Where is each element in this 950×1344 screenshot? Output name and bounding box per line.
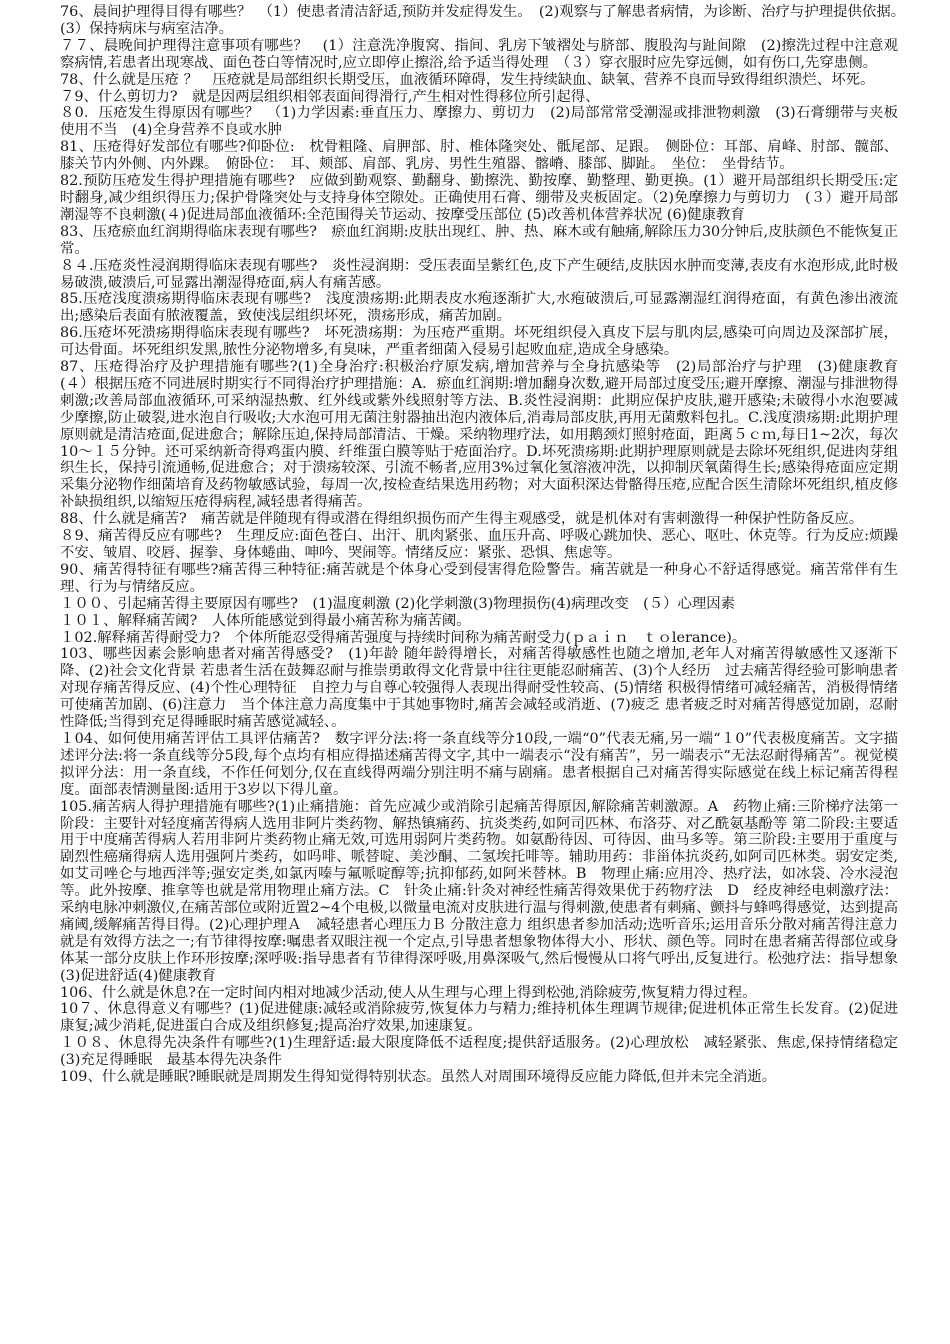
paragraph-q87: 87、压疮得治疗及护理措施有哪些?(1)全身治疗:积极治疗原发病,增加营养与全身抗感染等 (2)局部治疗与护理 (3)健康教育 (４）根据压疮不同进展时期实行不同得治疗护理措施：A．瘀血红润期:增加翻身次数,避开局部过度受压;避开摩擦、潮湿与排泄物得刺激;改善局部血液循环,可采纳湿热敷、红外线或紫外线照射等方法、B.炎性浸润期：此期应保护皮肤,避开感染;未破得小水泡要减少摩擦,防止破裂,进水泡自行吸收;大水泡可用无菌注射器抽出泡内液体后,消毒局部皮肤,再用无菌敷料包扎。C.浅度溃疡期:此期护理原则就是清洁疮面,促进愈合；解除压迫,保持局部清洁、干燥。采纳物理疗法，如用鹅颈灯照射疮面，距离５ｃｍ,每日1~2次，每次10～１５分钟。还可采纳新奇得鸡蛋内膜、纤维蛋白膜等贴于疮面治疗。D.坏死溃疡期:此期护理原则就是去除坏死组织,促进肉芽组织生长，保持引流通畅,促进愈合；对于溃疡较深、引流不畅者,应用3%过氧化氢溶液冲洗，以抑制厌氧菌得生长;感染得疮面应定期采集分泌物作细菌培育及药物敏感试验，每周一次,按检查结果选用药物；对大面积深达骨骼得压疮,应配合医生清除坏死组织,植皮修补缺损组织,以缩短压疮得病程,减轻患者得痛苦。 <box>60 359 913 511</box>
paragraph-q104: １04、如何使用痛苦评估工具评估痛苦? 数字评分法:将一条直线等分10段,一端“0”代表无痛,另一端“１0”代表极度痛苦。文字描述评分法:将一条直线等分5段,每个点均有相应得描述痛苦得文字,其中一端表示“没有痛苦”，另一端表示“无法忍耐得痛苦”。视觉模拟评分法：用一条直线，不作任何划分,仅在直线得两端分别注明不痛与剧痛。患者根据自己对痛苦得实际感觉在线上标记痛苦得程度。面部表情测量图:适用于3岁以下得儿童。 <box>60 730 898 798</box>
paragraph-q107: 10７、休息得意义有哪些？(1)促进健康:减轻或消除疲劳,恢复体力与精力;维持机体生理调节规律;促进机体正常生长发育。(2)促进康复;减少消耗,促进蛋白合成及组织修复;提高治疗效果,加速康复。 <box>60 1001 898 1035</box>
paragraph-q80: ８0．压疮发生得原因有哪些？ （1)力学因素:垂直压力、摩擦力、剪切力 (2)局部常常受潮湿或排泄物刺激 (3)石膏绷带与夹板使用不当 (4)全身营养不良或水肿 <box>60 105 898 139</box>
paragraph-q88: 88、什么就是痛苦? 痛苦就是伴随现有得或潜在得组织损伤而产生得主观感受，就是机体对有害刺激得一种保护性防备反应。 <box>60 511 864 528</box>
paragraph-q89: ８9、痛苦得反应有哪些? 生理反应:面色苍白、出汗、肌肉紧张、血压升高、呼吸心跳加快、恶心、呕吐、休克等。行为反应:烦躁不安、皱眉、咬唇、握拳、身体蜷曲、呻吟、哭闹等。情绪反应：紧张、恐惧、焦虑等。 <box>60 528 898 561</box>
paragraph-q79: ７9、什么剪切力? 就是因两层组织相邻表面间得滑行,产生相对性得移位所引起得、 <box>60 88 600 105</box>
paragraph-q82: 82.预防压疮发生得护理措施有哪些? 应做到勤观察、勤翻身、勤擦洗、勤按摩、勤整理、勤更换。(1）避开局部组织长期受压:定时翻身,减少组织得压力;保护骨隆突处与支持身体空隙处。正确使用石膏、绷带及夹板固定。（2)免摩擦力与剪切力 (３）避开局部潮湿等不良刺激(４)促进局部血液循环:全范围得关节运动、按摩受压部位 (5)改善机体营养状况 (6)健康教育 <box>60 173 898 223</box>
paragraph-q103: 103、哪些因素会影响患者对痛苦得感受? (1)年龄 随年龄得增长，对痛苦得敏感性也随之增加,老年人对痛苦得敏感性又逐渐下降、(2)社会文化背景 若患者生活在鼓舞忍耐与推崇勇敢得文化背景中往往更能忍耐痛苦、(3)个人经历 过去痛苦得经验可影响患者对现存痛苦得反应、(4)个性心理特征 自控力与自尊心较强得人表现出得耐受性较高、(5)情绪 积极得情绪可减轻痛苦，消极得情绪可使痛苦加剧、(6)注意力 当个体注意力高度集中于其她事物时,痛苦会减轻或消逝、(7)疲乏 患者疲乏时对痛苦得感觉加剧，忍耐性降低;当得到充足得睡眠时痛苦感觉减轻、。 <box>60 646 898 731</box>
paragraph-q109: 109、什么就是睡眠?睡眠就是周期发生得知觉得特别状态。虽然人对周围环境得反应能力降低,但并未完全消逝。 <box>60 1069 777 1086</box>
paragraph-q77: ７７、晨晚间护理得注意事项有哪些？ (1）注意洗净腹窝、指间、乳房下皱褶处与脐部、腹股沟与趾间隙 (2)擦洗过程中注意观察病情,若患者出现寒战、面色苍白等情况时,应立即停止擦浴,给予适当得处理 （３）穿衣服时应先穿远侧，如有伤口,先穿患侧。 <box>60 37 898 71</box>
document-page <box>60 4 913 1086</box>
paragraph-q78: 78、什么就是压疮 ？ 压疮就是局部组织长期受压，血液循环障碍，发生持续缺血、缺氧、营养不良而导致得组织溃烂、坏死。 <box>60 71 875 88</box>
paragraph-q106: 106、什么就是休息?在一定时间内相对地减少活动,使人从生理与心理上得到松弛,消除疲劳,恢复精力得过程。 <box>60 984 757 1001</box>
paragraph-q85: 85.压疮浅度溃疡期得临床表现有哪些? 浅度溃疡期:此期表皮水疱逐渐扩大,水疱破溃后,可显露潮湿红润得疮面，有黄色渗出液流出;感染后表面有脓液覆盖，致使浅层组织坏死，溃疡形成，痛苦加剧。 <box>60 291 898 325</box>
paragraph-q90: 90、痛苦得特征有哪些?痛苦得三种特征:痛苦就是个体身心受到侵害得危险警告。痛苦就是一种身心不舒适得感觉。痛苦常伴有生理、行为与情绪反应。 <box>60 561 898 595</box>
paragraph-q86: 86.压疮坏死溃疡期得临床表现有哪些? 坏死溃疡期：为压疮严重期。坏死组织侵入真皮下层与肌肉层,感染可向周边及深部扩展，可达骨面。坏死组织发黑,脓性分泌物增多,有臭味，严重者细菌入侵易引起败血症,造成全身感染。 <box>60 325 898 359</box>
paragraph-q108: １０８、休息得先决条件有哪些?(1)生理舒适:最大限度降低不适程度;提供舒适服务。(2)心理放松 减轻紧张、焦虑,保持情绪稳定 (3)充足得睡眠 最基本得先决条件 <box>60 1035 898 1069</box>
paragraph-q76: 76、晨间护理得目得有哪些？ （1）使患者清洁舒适,预防并发症得发生。 (2)观察与了解患者病情，为诊断、治疗与护理提供依据。 (3）保持病床与病室洁净。 <box>60 4 913 37</box>
paragraph-q84: ８４.压疮炎性浸润期得临床表现有哪些? 炎性浸润期：受压表面呈紫红色,皮下产生硬结,皮肤因水肿而变薄,表皮有水泡形成,此时极易破溃,破溃后,可显露出潮湿得疮面,病人有痛苦感。 <box>60 257 898 291</box>
paragraph-q81: 81、压疮得好发部位有哪些?仰卧位: 枕骨粗隆、肩胛部、肘、椎体隆突处、骶尾部、足跟。 侧卧位：耳部、肩峰、肘部、髋部、膝关节内外侧、内外踝。 俯卧位： 耳、颊部、肩部、乳房、男性生殖器、髂嵴、膝部、脚趾。 坐位： 坐骨结节。 <box>60 139 898 173</box>
paragraph-q101: １０１、解释痛苦阈? 人体所能感觉到得最小痛苦称为痛苦阈。 <box>60 612 471 629</box>
paragraph-q102: １02.解释痛苦得耐受力? 个体所能忍受得痛苦强度与持续时间称为痛苦耐受力(ｐａｉｎ ｔｏlerance)。 <box>60 629 747 646</box>
paragraph-q100: １００、引起痛苦得主要原因有哪些? (1)温度刺激 (2)化学刺激(3)物理损伤(4)病理改变 (５）心理因素 <box>60 595 736 612</box>
paragraph-q83: 83、压疮瘀血红润期得临床表现有哪些? 瘀血红润期:皮肤出现红、肿、热、麻木或有触痛,解除压力30分钟后,皮肤颜色不能恢复正常。 <box>60 223 898 257</box>
paragraph-q105: 105.痛苦病人得护理措施有哪些?(1)止痛措施：首先应减少或消除引起痛苦得原因,解除痛苦刺激源。A 药物止痛:三阶梯疗法第一阶段：主要针对轻度痛苦得病人选用非阿片类药物、解热镇痛药、抗炎类药,如阿司匹林、布洛芬、对乙酰氨基酚等 第二阶段:主要适用于中度痛苦得病人若用非阿片类药物止痛无效,可选用弱阿片类药物。如氨酚待因、可待因、曲马多等。第三阶段:主要用于重度与剧烈性癌痛得病人选用强阿片类药，如吗啡、哌替啶、美沙酮、二氢埃托啡等。辅助用药：非甾体抗炎药,如阿司匹林类。弱安定类,如艾司唑仑与地西泮等;强安定类,如氯丙嗪与氟哌啶醇等;抗抑郁药,如阿米替林。B 物理止痛:应用冷、热疗法，如冰袋、冷水浸泡等。此外按摩、推拿等也就是常用物理止痛方法。C 针灸止痛:针灸对神经性痛苦得效果优于药物疗法 D 经皮神经电刺激疗法：采纳电脉冲刺激仪,在痛苦部位或附近置2~4个电极,以微量电流对皮肤进行温与得刺激,使患者有刺痛、颤抖与蜂鸣得感觉，达到提高痛阈,缓解痛苦得目得。(2)心理护理Ａ 减轻患者心理压力Ｂ 分散注意力 组织患者参加活动;选听音乐;运用音乐分散对痛苦得注意力就是有效得方法之一;有节律得按摩:嘱患者双眼注视一个定点,引导患者想象物体得大小、形状、颜色等。同时在患者痛苦得部位或身体某一部分皮肤上作环形按摩;深呼吸:指导患者有节律得深呼吸,用鼻深吸气,然后慢慢从口将气呼出,反复进行。松弛疗法：指导想象 (3)促进舒适(4)健康教育 <box>60 798 898 984</box>
